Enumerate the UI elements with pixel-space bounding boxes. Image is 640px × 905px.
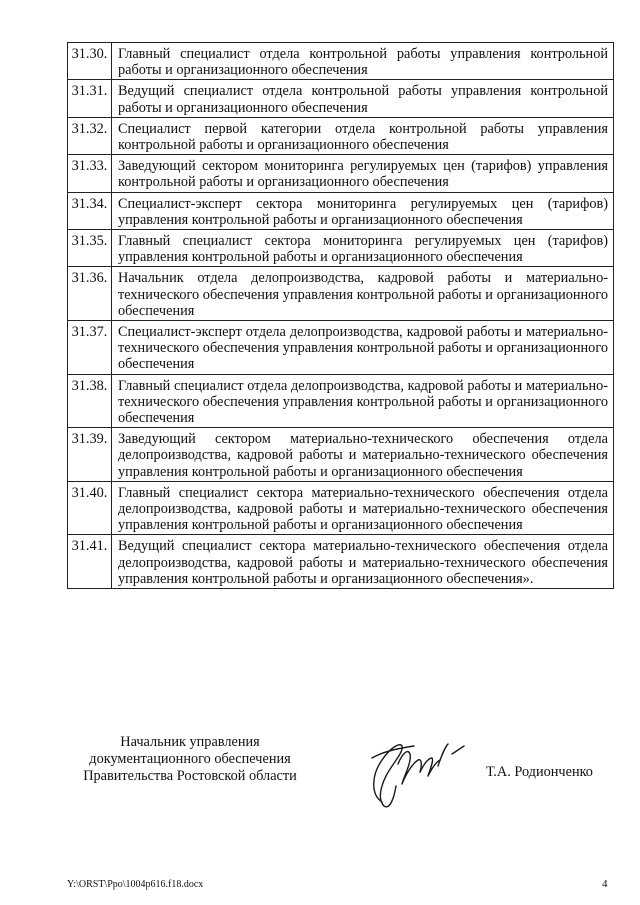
signer-title-line: Правительства Ростовской области xyxy=(83,768,297,784)
table-row xyxy=(68,374,614,428)
handwritten-signature xyxy=(342,724,467,816)
position-title: Главный специалист отдела делопроизводства, кадровой работы и материально-технического обеспечения управления контрольной работы и организационного обеспечения xyxy=(112,374,614,428)
table-row xyxy=(68,155,614,192)
position-title: Главный специалист сектора мониторинга регулируемых цен (тарифов) управления контрольной работы и организационного обеспечения xyxy=(112,230,614,267)
table-row xyxy=(68,267,614,321)
position-title: Главный специалист отдела контрольной работы управления контрольной работы и организационного обеспечения xyxy=(112,43,614,80)
table-row xyxy=(68,230,614,267)
row-number: 31.41. xyxy=(68,535,112,589)
page-number: 4 xyxy=(602,878,608,890)
position-title: Заведующий сектором материально-технического обеспечения отдела делопроизводства, кадровой работы и материально-технического обеспечения управления контрольной работы и организационного обеспечения xyxy=(112,428,614,482)
row-number: 31.36. xyxy=(68,267,112,321)
position-title: Ведущий специалист сектора материально-технического обеспечения отдела делопроизводства, кадровой работы и материально-технического обеспечения управления контрольной работы и организационного обеспечения». xyxy=(112,535,614,589)
table-row xyxy=(68,428,614,482)
position-title: Заведующий сектором мониторинга регулируемых цен (тарифов) управления контрольной работы и организационного обеспечения xyxy=(112,155,614,192)
table-row xyxy=(68,321,614,375)
signer-title-line: Начальник управления xyxy=(120,734,260,750)
row-number: 31.35. xyxy=(68,230,112,267)
table-row xyxy=(68,117,614,154)
table-row xyxy=(68,192,614,229)
table-row xyxy=(68,535,614,589)
position-title: Специалист-эксперт отдела делопроизводства, кадровой работы и материально-технического обеспечения управления контрольной работы и организационного обеспечения xyxy=(112,321,614,375)
positions-table xyxy=(67,42,614,589)
signer-title-line: документационного обеспечения xyxy=(89,751,291,767)
row-number: 31.33. xyxy=(68,155,112,192)
table-row xyxy=(68,481,614,535)
row-number: 31.38. xyxy=(68,374,112,428)
position-title: Специалист первой категории отдела контрольной работы управления контрольной работы и организационного обеспечения xyxy=(112,117,614,154)
table-row xyxy=(68,80,614,117)
table-row xyxy=(68,43,614,80)
signer-name: Т.А. Родионченко xyxy=(486,764,593,780)
row-number: 31.31. xyxy=(68,80,112,117)
row-number: 31.37. xyxy=(68,321,112,375)
position-title: Специалист-эксперт сектора мониторинга регулируемых цен (тарифов) управления контрольной работы и организационного обеспечения xyxy=(112,192,614,229)
row-number: 31.32. xyxy=(68,117,112,154)
position-title: Начальник отдела делопроизводства, кадровой работы и материально-технического обеспечения управления контрольной работы и организационного обеспечения xyxy=(112,267,614,321)
row-number: 31.30. xyxy=(68,43,112,80)
row-number: 31.39. xyxy=(68,428,112,482)
file-path: Y:\ORST\Ppo\1004p616.f18.docx xyxy=(67,879,204,890)
signer-title xyxy=(70,734,310,785)
row-number: 31.34. xyxy=(68,192,112,229)
position-title: Главный специалист сектора материально-технического обеспечения отдела делопроизводства, кадровой работы и материально-технического обеспечения управления контрольной работы и организационного обеспечения xyxy=(112,481,614,535)
row-number: 31.40. xyxy=(68,481,112,535)
position-title: Ведущий специалист отдела контрольной работы управления контрольной работы и организационного обеспечения xyxy=(112,80,614,117)
